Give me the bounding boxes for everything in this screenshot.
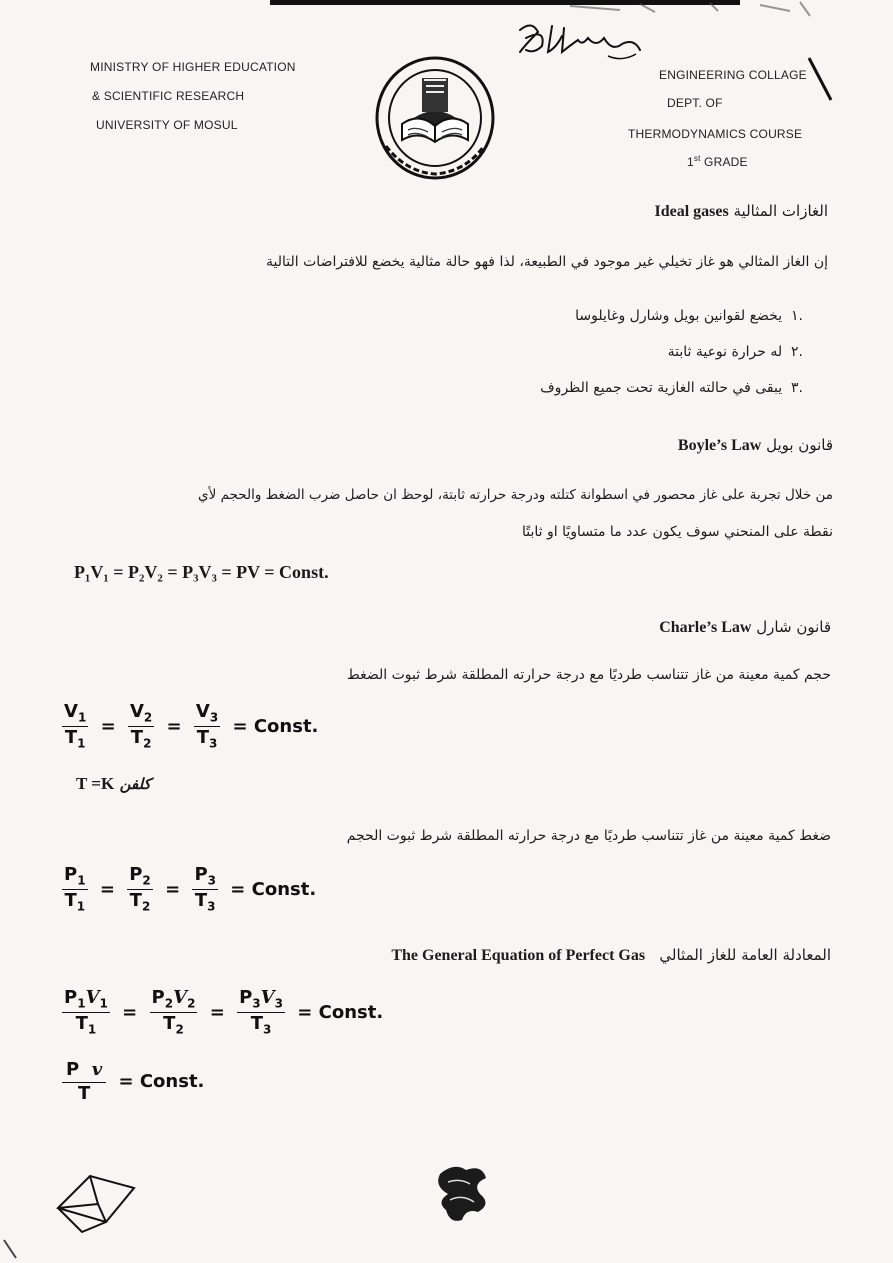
symbol-t: T xyxy=(64,727,78,749)
signature-drawing xyxy=(512,18,647,66)
symbol-p: P xyxy=(64,864,78,885)
subscript: 1 xyxy=(87,1022,97,1037)
symbol-t: T xyxy=(163,1013,176,1035)
general-title-ar: المعادلة العامة للغاز المثالي xyxy=(659,946,831,964)
symbol-v: V xyxy=(260,987,275,1008)
kelvin-note xyxy=(76,774,151,794)
kelvin-word-ar: كلفن xyxy=(119,775,151,793)
symbol-t: T xyxy=(196,727,210,749)
symbol-p: P xyxy=(66,1059,80,1080)
ink-stamp-drawing xyxy=(432,1160,494,1228)
header-ministry: MINISTRY OF HIGHER EDUCATION xyxy=(90,60,296,74)
fraction xyxy=(192,865,218,915)
symbol-p: P xyxy=(64,987,78,1008)
section-title-boyle xyxy=(678,436,833,455)
equals-sign: = xyxy=(99,878,115,900)
section-title-general-equation xyxy=(391,946,831,965)
general-equation-simple xyxy=(60,1060,208,1104)
header-dept: DEPT. OF xyxy=(667,96,723,110)
symbol-v: v xyxy=(91,1059,103,1080)
fraction xyxy=(150,988,198,1038)
scan-smudge xyxy=(560,0,860,20)
subscript: 1 xyxy=(76,899,86,914)
symbol-v: V xyxy=(85,987,100,1008)
subscript: 3 xyxy=(207,873,216,888)
symbol-p: P xyxy=(239,987,253,1008)
const-term: = Const. xyxy=(297,1001,384,1023)
section-title-ideal-gases xyxy=(654,202,828,221)
fraction xyxy=(62,988,110,1038)
ideal-intro-text: إن الغاز المثالي هو غاز تخيلي غير موجود في الطبيعة، لذا فهو حالة مثالية يخضع للافتراضات التالية xyxy=(266,254,828,270)
kelvin-equation: T =K xyxy=(76,774,115,793)
fraction xyxy=(127,865,153,915)
ideal-list-item xyxy=(668,344,803,360)
ideal-list-item xyxy=(575,308,803,324)
list-text: له حرارة نوعية ثابتة xyxy=(667,344,783,360)
general-title-en: The General Equation of Perfect Gas xyxy=(391,947,646,964)
subscript: 3 xyxy=(263,1022,272,1037)
boyle-title-ar: قانون بويل xyxy=(766,436,833,454)
subscript: 2 xyxy=(175,1022,184,1037)
general-equation xyxy=(60,988,387,1038)
equals-sign: = xyxy=(165,878,181,900)
boyle-description-line-2: نقطة على المنحني سوف يكون عدد ما متساويًا او ثابتًا xyxy=(521,524,833,540)
pen-stroke-mark xyxy=(805,54,835,104)
header-grade xyxy=(687,154,748,169)
ideal-title-ar: الغازات المثالية xyxy=(733,202,828,220)
boyle-description-line-1: من خلال تجربة على غاز محصور في اسطوانة كتلته ودرجة حرارته ثابتة، لوحظ ان حاصل ضرب الضغط والحجم لأي xyxy=(198,487,833,503)
fraction xyxy=(237,988,285,1038)
subscript: 1 xyxy=(77,996,86,1011)
university-seal-logo xyxy=(374,56,496,180)
list-number: .١ xyxy=(791,308,803,324)
boyle-equation: P₁V₁ = P₂V₂ = P₃V₃ = PV = Const. xyxy=(74,562,329,582)
grade-number: 1 xyxy=(687,155,694,169)
subscript: 3 xyxy=(274,996,283,1011)
subscript: 3 xyxy=(207,899,216,914)
header-course: THERMODYNAMICS COURSE xyxy=(628,127,803,141)
subscript: 3 xyxy=(252,996,261,1011)
const-term: = Const. xyxy=(232,715,319,737)
symbol-v: V xyxy=(195,701,210,722)
list-text: يبقى في حالته الغازية تحت جميع الظروف xyxy=(540,380,783,396)
grade-word: GRADE xyxy=(704,155,748,169)
grade-suffix: st xyxy=(693,154,701,163)
fraction xyxy=(62,865,88,915)
subscript: 2 xyxy=(143,736,152,751)
subscript: 2 xyxy=(187,996,196,1011)
charle-equation-pressure xyxy=(60,865,320,915)
corner-mark xyxy=(0,1236,24,1263)
symbol-p: P xyxy=(194,864,208,885)
const-term: = Const. xyxy=(118,1071,205,1093)
symbol-v: V xyxy=(129,701,144,722)
header-college: ENGINEERING COLLAGE xyxy=(659,68,807,82)
charle-description-2: ضغط كمية معينة من غاز تتناسب طرديًا مع درجة حرارته المطلقة شرط ثبوت الحجم xyxy=(346,828,831,844)
ideal-list-item xyxy=(540,380,803,396)
symbol-t: T xyxy=(250,1013,263,1035)
list-number: .٢ xyxy=(791,344,803,360)
symbol-t: T xyxy=(129,890,142,912)
subscript: 1 xyxy=(99,996,108,1011)
charle-title-ar: قانون شارل xyxy=(756,618,831,636)
subscript: 1 xyxy=(77,873,86,888)
symbol-t: T xyxy=(64,890,77,912)
subscript: 3 xyxy=(209,736,218,751)
list-text: يخضع لقوانين بويل وشارل وغايلوسا xyxy=(575,308,783,324)
symbol-v: V xyxy=(173,987,188,1008)
boyle-title-en: Boyle’s Law xyxy=(677,437,762,454)
symbol-t: T xyxy=(130,727,144,749)
equals-sign: = xyxy=(209,1001,225,1023)
charle-description-1: حجم كمية معينة من غاز تتناسب طرديًا مع درجة حرارته المطلقة شرط ثبوت الضغط xyxy=(346,667,831,683)
subscript: 2 xyxy=(143,710,153,725)
subscript: 2 xyxy=(142,873,151,888)
equals-sign: = xyxy=(166,715,182,737)
box-sketch-drawing xyxy=(52,1158,142,1238)
fraction xyxy=(62,702,88,752)
fraction xyxy=(62,1060,106,1104)
fraction xyxy=(128,702,154,752)
subscript: 1 xyxy=(77,710,87,725)
section-title-charle xyxy=(659,618,831,637)
fraction xyxy=(194,702,220,752)
header-university: UNIVERSITY OF MOSUL xyxy=(96,118,238,132)
list-number: .٣ xyxy=(791,380,803,396)
subscript: 3 xyxy=(209,710,219,725)
equals-sign: = xyxy=(100,715,116,737)
const-term: = Const. xyxy=(230,878,317,900)
ideal-title-en: Ideal gases xyxy=(654,203,729,220)
symbol-v: V xyxy=(64,701,78,722)
symbol-p: P xyxy=(151,987,165,1008)
symbol-t: T xyxy=(194,890,208,912)
symbol-t: T xyxy=(77,1082,91,1104)
subscript: 1 xyxy=(77,736,86,751)
symbol-p: P xyxy=(129,864,143,885)
subscript: 2 xyxy=(141,899,151,914)
charle-title-en: Charle’s Law xyxy=(659,619,752,636)
symbol-t: T xyxy=(75,1013,88,1035)
equals-sign: = xyxy=(122,1001,138,1023)
charle-equation-volume xyxy=(60,702,322,752)
header-research: & SCIENTIFIC RESEARCH xyxy=(92,89,245,103)
subscript: 2 xyxy=(164,996,174,1011)
